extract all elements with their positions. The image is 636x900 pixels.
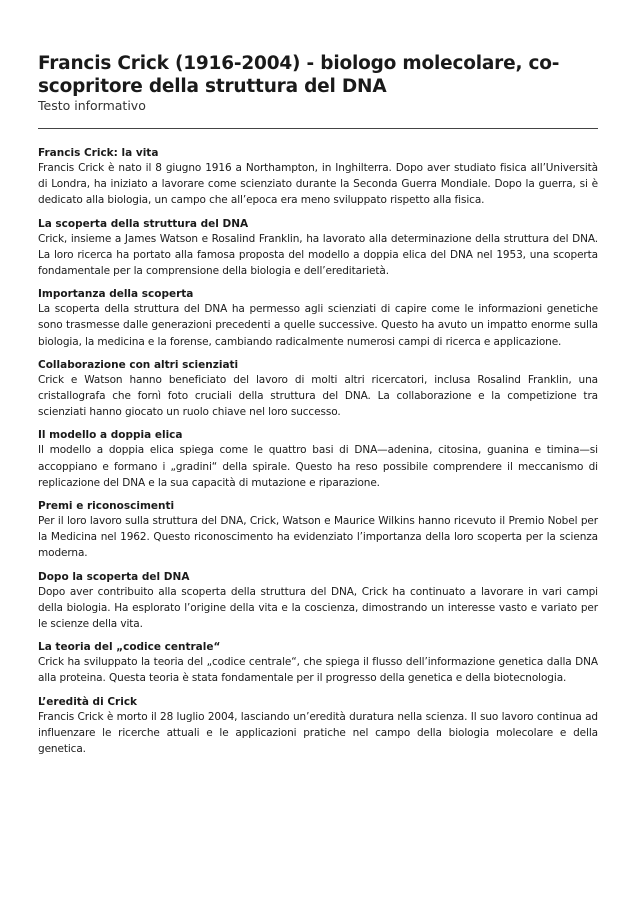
section-body: Francis Crick è morto il 28 luglio 2004, lasciando un’eredità duratura nella scienza. Il suo lavoro continua ad influenzare le ricerche attuali e le applicazioni pratiche nel campo della biologia molecolare e della genetica.	[38, 710, 598, 756]
section-heading: Importanza della scoperta	[38, 288, 194, 301]
section-body: Dopo aver contribuito alla scoperta della struttura del DNA, Crick ha continuato a lavorare in vari campi della biologia. Ha esplorato l’origine della vita e la coscienza, dimostrando un interesse vasto e variato per le scienze della vita.	[38, 585, 598, 631]
section-body: Crick, insieme a James Watson e Rosalind Franklin, ha lavorato alla determinazione della struttura del DNA. La loro ricerca ha portato alla famosa proposta del modello a doppia elica del DNA nel 1953, una scoperta fondamentale per la comprensione della biologia e dell’ereditarietà.	[38, 232, 598, 278]
section-heading: Premi e riconoscimenti	[38, 500, 175, 513]
section-heading: Collaborazione con altri scienziati	[38, 358, 239, 371]
section-heading: Francis Crick: la vita	[38, 147, 159, 159]
section-body: Crick e Watson hanno beneficiato del lavoro di molti altri ricercatori, inclusa Rosalind Franklin, una cristallografa che fornì foto cruciali della struttura del DNA. La collaborazione e la competizione tra scienziati hanno giocato un ruolo chiave nel loro successo.	[38, 373, 598, 419]
section-body: La scoperta della struttura del DNA ha permesso agli scienziati di capire come le informazioni genetiche sono trasmesse dalle generazioni precedenti a quelle successive. Questo ha avuto un impatto enorme sulla biologia, la medicina e la forense, cambiando radicalmente numerosi campi di ricerca e applicazione.	[38, 303, 598, 348]
section-heading: Il modello a doppia elica	[38, 429, 183, 442]
section-double-helix	[38, 428, 598, 491]
section-body: Il modello a doppia elica spiega come le quattro basi di DNA—adenina, citosina, guanina e timina—si accoppiano e formano i „gradini“ della spirale. Questo ha reso possibile comprendere il meccanismo di replicazione del DNA e la sua capacità di mutazione e riparazione.	[38, 444, 598, 489]
section-central-dogma	[38, 640, 598, 686]
section-body: Crick ha sviluppato la teoria del „codice centrale“, che spiega il flusso dell’informazione genetica dalla DNA alla proteina. Questa teoria è stata fondamentale per il progresso della genetica e della biotecnologia.	[38, 656, 598, 685]
section-life	[38, 146, 598, 209]
section-body: Francis Crick è nato il 8 giugno 1916 a Northampton, in Inghilterra. Dopo aver studiato fisica all’Università di Londra, ha iniziato a lavorare come scienziato durante la Seconda Guerra Mondiale. Dopo la guerra, si è dedicato alla biologia, un campo che all’epoca era meno sviluppato rispetto alla fisica.	[38, 162, 598, 207]
section-heading: La scoperta della struttura del DNA	[38, 217, 249, 230]
title-divider	[38, 128, 598, 129]
document-title: Francis Crick (1916-2004) - biologo molecolare, co-scopritore della struttura del DNA	[38, 53, 560, 97]
section-heading: La teoria del „codice centrale“	[38, 641, 221, 654]
section-body: Per il loro lavoro sulla struttura del DNA, Crick, Watson e Maurice Wilkins hanno ricevuto il Premio Nobel per la Medicina nel 1962. Questo riconoscimento ha evidenziato l’importanza della loro scoperta per la scienza moderna.	[38, 515, 598, 560]
section-dna-discovery	[38, 217, 598, 280]
section-heading: L’eredità di Crick	[38, 695, 138, 708]
section-legacy	[38, 695, 598, 758]
section-after-discovery	[38, 570, 598, 633]
document-subtitle: Testo informativo	[38, 98, 146, 113]
section-importance	[38, 287, 598, 350]
section-collaboration	[38, 358, 598, 421]
section-awards	[38, 499, 598, 562]
section-heading: Dopo la scoperta del DNA	[38, 570, 190, 583]
document-page	[38, 52, 598, 765]
